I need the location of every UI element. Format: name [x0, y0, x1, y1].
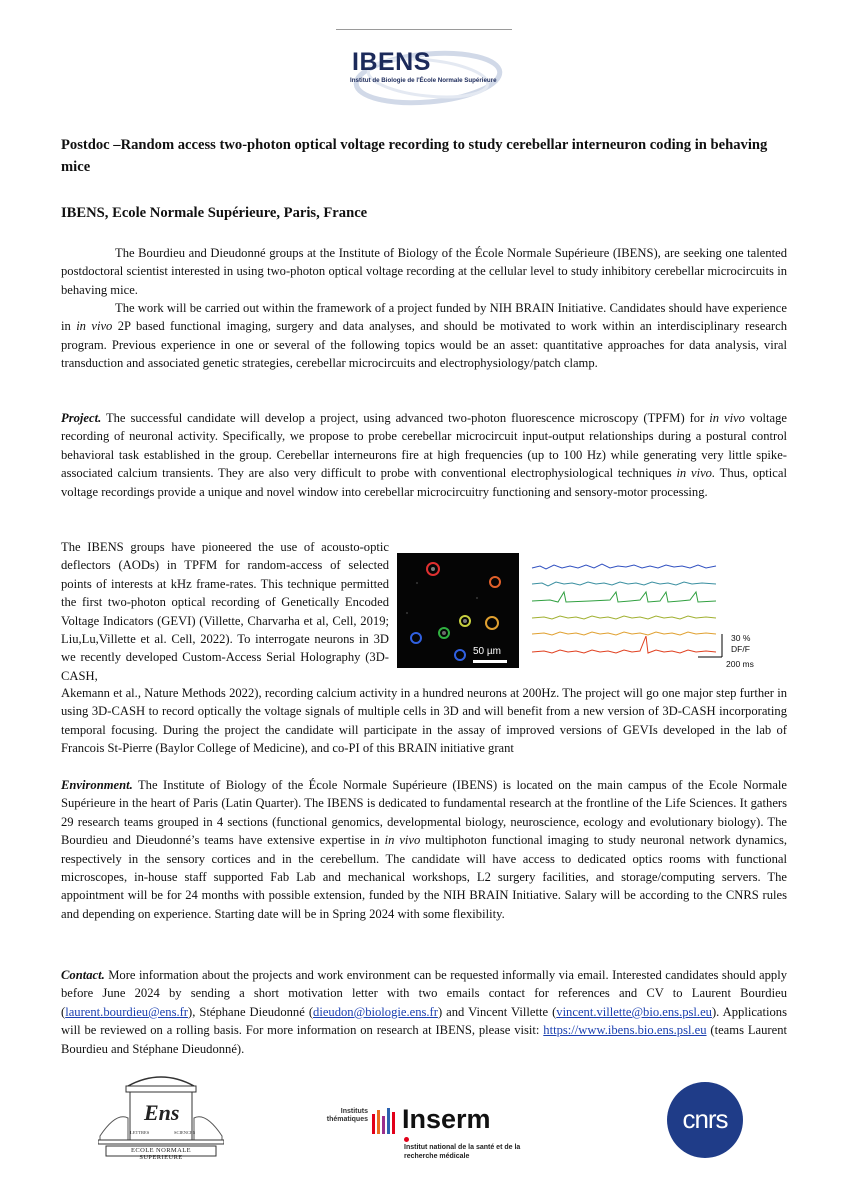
ibens-groups-continuation: Akemann et al., Nature Methods 2022), recording calcium activity in a hundred neurons at 200Hz. The project will go one major step further in using 3D-CASH to record optically the voltage signals of multiple cells in 3D and will benefit from a new version of 3D-CASH incorporating temporal focusing. During the project the candidate will participate in the assay of improved versions of GEVIs developed in the lab of Francois St-Pierre (Baylor College of Medicine), and co-PI of this BRAIN initiative grant — [61, 686, 787, 756]
inserm-caption: Institut national de la santé et de la recherche médicale — [404, 1144, 521, 1160]
email-link-bourdieu[interactable]: laurent.bourdieu@ens.fr — [65, 1004, 189, 1019]
inserm-instituts-label: Instituts thématiques — [326, 1108, 368, 1123]
inserm-bars-icon — [372, 1106, 398, 1136]
environment-label: Environment. — [61, 778, 133, 792]
inserm-name: Inserm — [402, 1104, 491, 1134]
ens-logo — [98, 1066, 224, 1162]
project-paragraph: Project. The successful candidate will develop a project, using advanced two-photon fluorescence microscopy (TPFM) for in vivo voltage recording of neuronal activity. Specifically, we propose to probe cerebellar microcircuit input-output relationships during a postural control behavioral task established in the group. Cerebellar interneurons fire at high frequencies (up to 100 Hz) while generating very little spike-associated calcium transients. They are also very difficult to probe with conventional electrophysiological techniques in vivo. Thus, optical voltage recordings provide a unique and novel window into cerebellar microcircuitry functioning and sensory-motor processing. — [61, 411, 788, 499]
ibens-groups-paragraph: The IBENS groups have pioneered the use of acousto-optic deflectors (AODs) in TPFM for random-access of selected points of interests at kHz frame-rates. This technique permitted the first two-photon optical recording of Genetically Encoded Voltage Indicators (GEVI) (Villette, Charvarha et al, Cell, 2019; Liu,Lu,Villette et al. Cell, 2022). To interrogate neurons in 3D we recently developed Custom-Access Serial Holography (3D-CASH, — [61, 540, 389, 683]
project-label: Project. — [61, 411, 102, 425]
intro-paragraph-2: The work will be carried out within the framework of a project funded by NIH BRAIN Initiative. Candidates should have experience in in vivo 2P based functional imaging, surgery and data analyses, and should be motivated to work within an interdisciplinary research program. Previous experience in one or several of the following topics would be an asset: quantitative approaches for data analysis, viral transduction and associated genetic strategies, cerebellar microcircuits and electrophysiology/patch clamp. — [61, 301, 787, 371]
cnrs-logo-text: cnrs — [682, 1104, 728, 1134]
ibens-logo-text: IBENS — [352, 48, 431, 76]
ens-right-label: SCIENCES — [174, 1130, 196, 1135]
trace-scale-y: 30 % — [731, 633, 751, 643]
voltage-traces-plot — [530, 556, 725, 671]
contact-paragraph: Contact. More information about the projects and work environment can be requested informally via email. Interested candidates should apply before June 2024 by sending a short motivation letter with two emails contact for references and CV to Laurent Bourdieu (laurent.bourdieu@ens.fr), Stéphane Dieudonné (dieudon@biologie.ens.fr) and Vincent Villette (vincent.villette@bio.ens.psl.eu). Applications will be reviewed on a rolling basis. For more information on research at IBENS, please visit: https://www.ibens.bio.ens.psl.eu (teams Laurent Bourdieu and Stéphane Dieudonné). — [61, 968, 787, 1056]
location-heading: IBENS, Ecole Normale Supérieure, Paris, France — [61, 205, 368, 221]
header-rule — [336, 29, 512, 30]
cnrs-logo — [667, 1082, 743, 1158]
contact-label: Contact. — [61, 968, 105, 982]
email-link-villette[interactable]: vincent.villette@bio.ens.psl.eu — [556, 1004, 712, 1019]
email-link-dieudonne[interactable]: dieudon@biologie.ens.fr — [313, 1004, 438, 1019]
ibens-website-link[interactable]: https://www.ibens.bio.ens.psl.eu — [543, 1023, 707, 1038]
ens-left-label: LETTRES — [130, 1130, 150, 1135]
trace-scale-unit: DF/F — [731, 644, 750, 654]
inserm-dot-icon — [404, 1137, 409, 1142]
trace-scale-x: 200 ms — [726, 659, 754, 669]
voltage-traces — [530, 556, 725, 671]
environment-paragraph: Environment. The Institute of Biology of the École Normale Supérieure (IBENS) is located on the main campus of the Ecole Normale Supérieure in the heart of Paris (Latin Quarter). The IBENS is dedicated to fundamental research at the frontline of the Life Sciences. It gathers 29 research teams grouped in 4 sections (functional genomics, developmental biology, neuroscience, ecology and evolutionary biology). The Bourdieu and Dieudonné’s teams have extensive expertise in in vivo multiphoton functional imaging to study neuronal network dynamics, respectively in the sensory cortices and in the cerebellum. The candidate will have access to dedicated optics rooms with functional microscopes, in-house staff supported Fab Lab and mechanical workshops, L2 surgery facilities, and storage/computing servers. The appointment will be for 24 months with possible extension, funded by the NIH BRAIN Initiative. Salary will be according to the CNRS rules and depending on experience. Starting date will be in Spring 2024 with some flexibility. — [61, 778, 788, 921]
microscopy-image — [397, 553, 519, 668]
ens-logo-text: Ens — [144, 1100, 180, 1125]
in-vivo-text: in vivo — [76, 319, 113, 334]
ibens-logo — [340, 44, 510, 106]
inserm-logo — [316, 1106, 546, 1168]
microscopy-scale-label: 50 µm — [473, 646, 501, 657]
intro-paragraph-1: The Bourdieu and Dieudonné groups at the Institute of Biology of the École Normale Supérieure (IBENS), are seeking one talented postdoctoral scientist interested in using two-photon optical voltage recording at the cellular level to study inhibitory cerebellar microcircuits in behaving mice. — [61, 246, 787, 297]
page-title: Postdoc –Random access two-photon optical voltage recording to study cerebellar interneuron coding in behaving mice — [61, 137, 768, 175]
ens-caption: ECOLE NORMALE SUPERIEURE — [131, 1147, 191, 1161]
ibens-logo-subtitle: Institut de Biologie de l'École Normale Supérieure — [350, 77, 497, 84]
